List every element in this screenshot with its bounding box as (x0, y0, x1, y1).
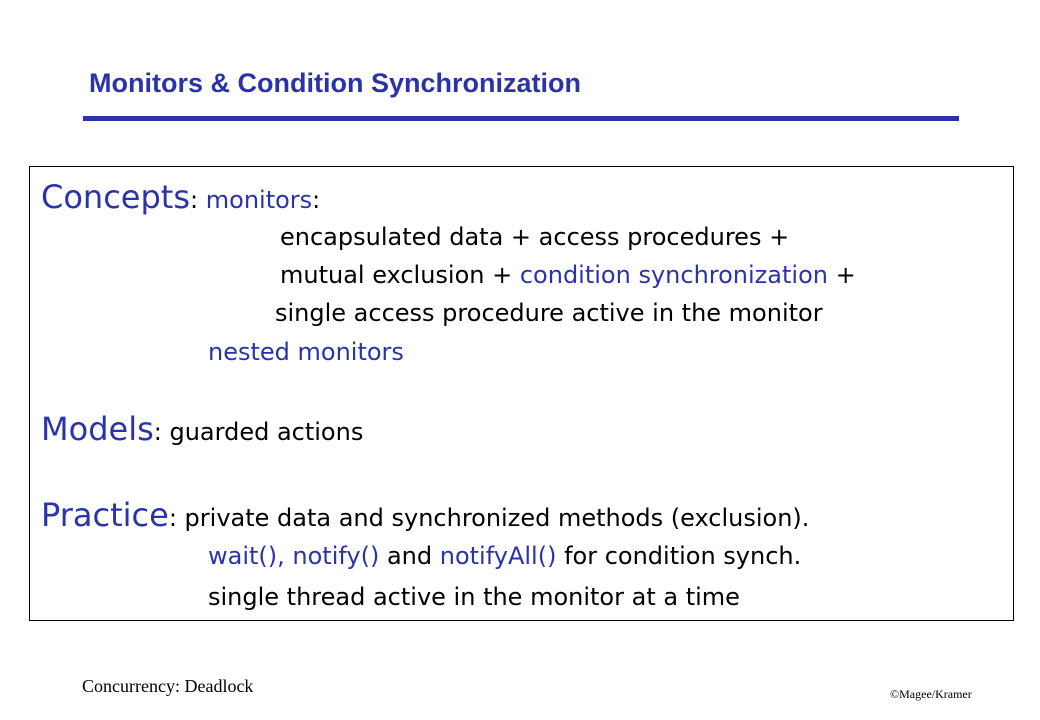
concepts-topic-colon: : (312, 186, 321, 214)
concepts-heading: Concepts (41, 178, 191, 216)
concepts-line-2-a: mutual exclusion + (280, 261, 520, 289)
models-heading: Models (41, 410, 154, 448)
practice-notifyall: notifyAll() (439, 542, 557, 570)
models-colon: : (153, 418, 162, 446)
concepts-line-2-c: + (827, 261, 856, 289)
concepts-line-1: encapsulated data + access procedures + (280, 223, 790, 251)
footer-copyright: ©Magee/Kramer (890, 687, 972, 701)
slide-title: Monitors & Condition Synchronization (89, 68, 581, 98)
content-box (29, 166, 1014, 621)
models-line (41, 410, 363, 448)
concepts-colon: : (190, 186, 199, 214)
concepts-line-4: nested monitors (208, 338, 404, 366)
practice-line-2 (208, 542, 801, 570)
concepts-line-2-highlight: condition synchronization (519, 261, 828, 289)
practice-line-3: single thread active in the monitor at a time (208, 583, 740, 611)
footer-course-title: Concurrency: Deadlock (82, 676, 254, 696)
practice-heading: Practice (41, 496, 169, 534)
practice-condition-synch: for condition synch. (556, 542, 802, 570)
concepts-line-2 (280, 261, 856, 289)
practice-line (41, 496, 809, 534)
title-underline (83, 116, 959, 121)
practice-line-1: private data and synchronized methods (exclusion). (184, 504, 810, 532)
concepts-topic: monitors (205, 186, 313, 214)
concepts-line (41, 178, 320, 216)
models-line-1: guarded actions (169, 418, 364, 446)
practice-wait-notify: wait(), notify() (208, 542, 380, 570)
concepts-line-3: single access procedure active in the monitor (275, 299, 823, 327)
practice-and: and (379, 542, 440, 570)
practice-colon: : (168, 504, 177, 532)
